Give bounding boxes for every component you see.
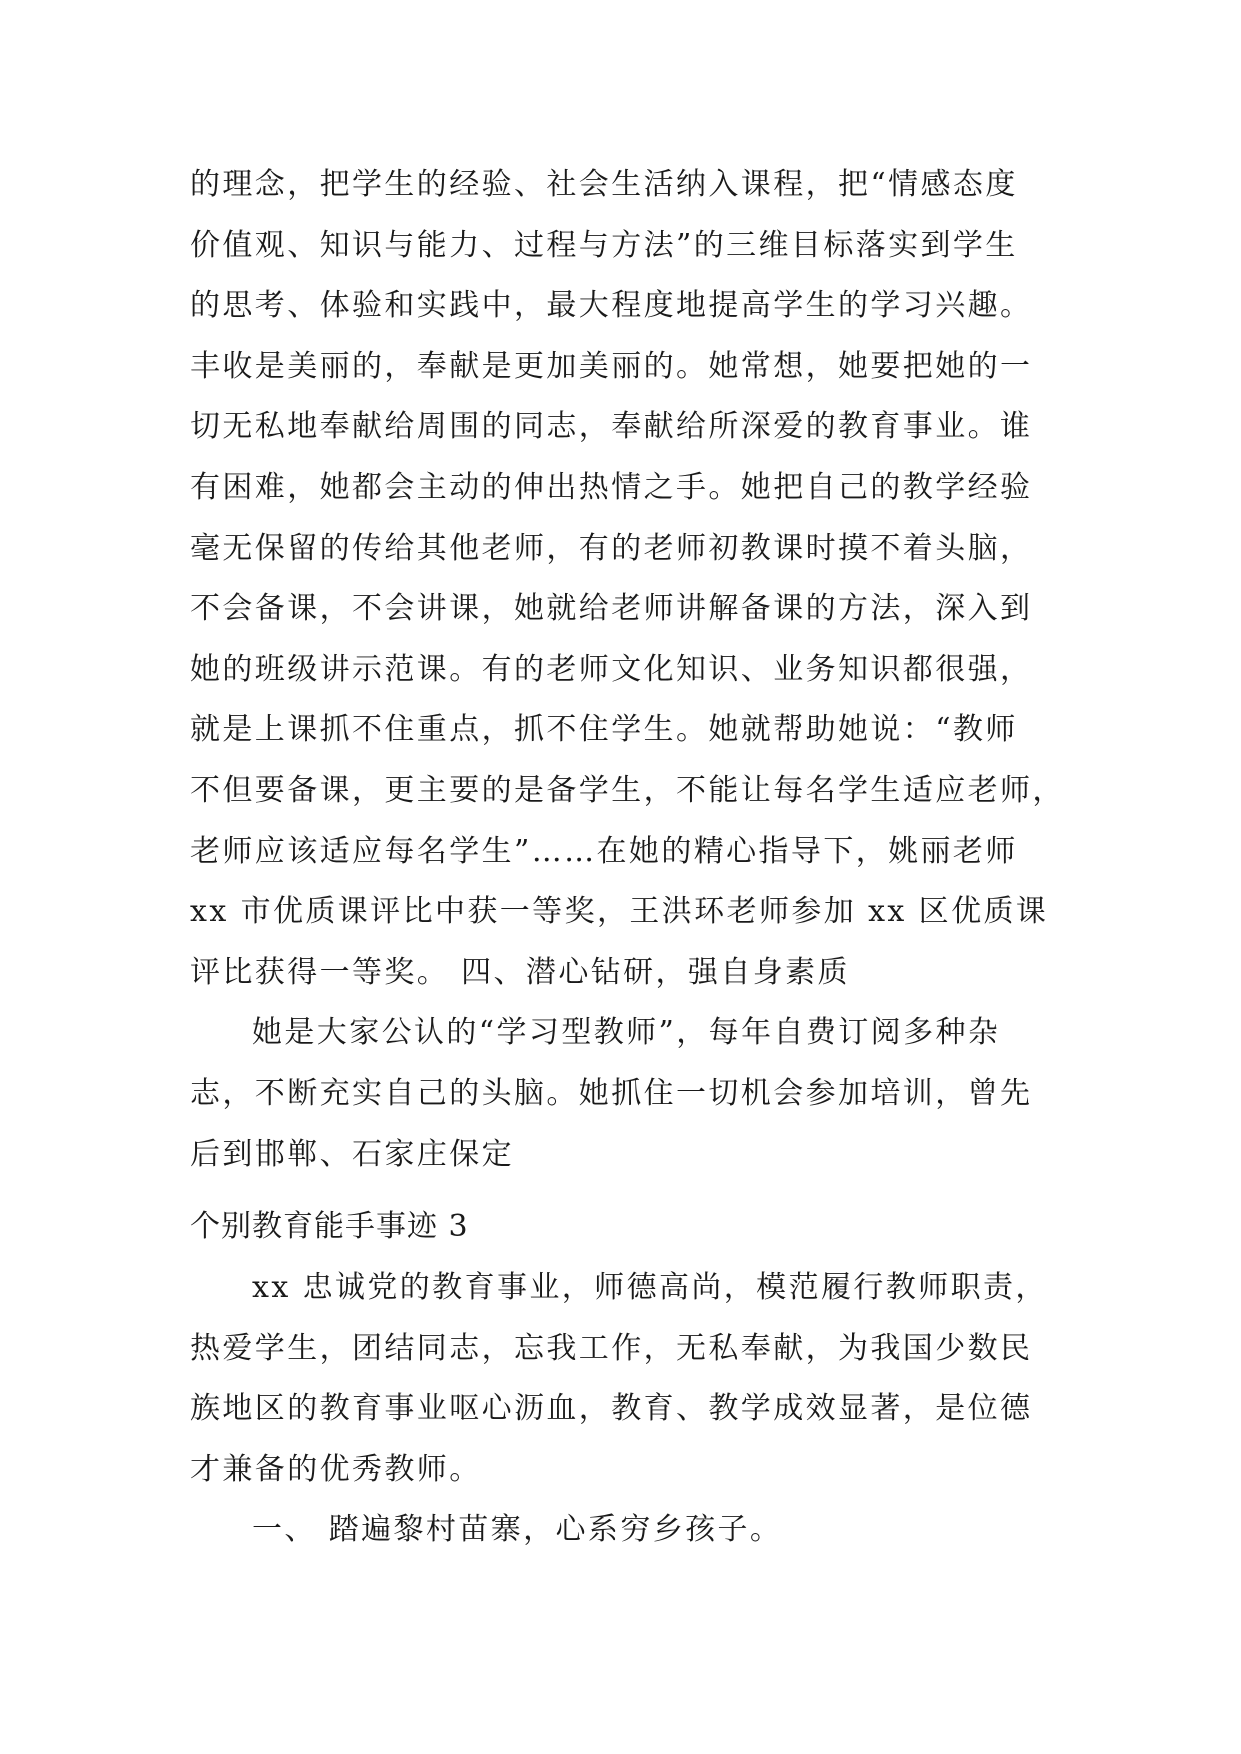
text-line: 她的班级讲示范课。有的老师文化知识、业务知识都很强， bbox=[190, 651, 1033, 687]
text-line: 毫无保留的传给其他老师，有的老师初教课时摸不着头脑， bbox=[190, 530, 1033, 566]
body-text-block bbox=[190, 1258, 1090, 1561]
text-line: 热爱学生，团结同志，忘我工作，无私奉献，为我国少数民 bbox=[190, 1330, 1033, 1366]
paragraph-first-line: 她是大家公认的“学习型教师”，每年自费订阅多种杂 bbox=[252, 1015, 1001, 1051]
paragraph-first-line: xx 忠诚党的教育事业，师德高尚，模范履行教师职责， bbox=[252, 1270, 1048, 1305]
text-line: 老师应该适应每名学生”……在她的精心指导下，姚丽老师 bbox=[190, 833, 1018, 869]
text-line: 不但要备课，更主要的是备学生，不能让每名学生适应老师， bbox=[190, 772, 1065, 808]
text-line: 后到邯郸、石家庄保定 bbox=[190, 1136, 514, 1172]
list-item-heading: 一、 踏遍黎村苗寨，心系穷乡孩子。 bbox=[252, 1512, 783, 1548]
text-line: 的理念，把学生的经验、社会生活纳入课程，把“情感态度 bbox=[190, 167, 1018, 202]
text-line: 有困难，她都会主动的伸出热情之手。她把自己的教学经验 bbox=[190, 469, 1033, 505]
section-heading: 个别教育能手事迹 3 bbox=[190, 1209, 469, 1244]
text-line: 切无私地奉献给周围的同志，奉献给所深爱的教育事业。谁 bbox=[190, 409, 1033, 445]
text-line: 价值观、知识与能力、过程与方法”的三维目标落实到学生 bbox=[190, 227, 1018, 263]
text-line: 的思考、体验和实践中，最大程度地提高学生的学习兴趣。 bbox=[190, 288, 1033, 324]
body-text-block bbox=[190, 155, 1090, 1185]
text-line: 志，不断充实自己的头脑。她抓住一切机会参加培训，曾先 bbox=[190, 1075, 1033, 1111]
text-line: 评比获得一等奖。 四、潜心钻研，强自身素质 bbox=[190, 954, 850, 990]
text-line: xx 市优质课评比中获一等奖，王洪环老师参加 xx 区优质课 bbox=[190, 894, 1049, 930]
text-line: 丰收是美丽的，奉献是更加美丽的。她常想，她要把她的一 bbox=[190, 348, 1033, 384]
text-line: 族地区的教育事业呕心沥血，教育、教学成效显著，是位德 bbox=[190, 1391, 1033, 1427]
text-line: 不会备课，不会讲课，她就给老师讲解备课的方法，深入到 bbox=[190, 591, 1033, 627]
text-line: 才兼备的优秀教师。 bbox=[190, 1451, 482, 1487]
text-line: 就是上课抓不住重点，抓不住学生。她就帮助她说：“教师 bbox=[190, 712, 1018, 748]
